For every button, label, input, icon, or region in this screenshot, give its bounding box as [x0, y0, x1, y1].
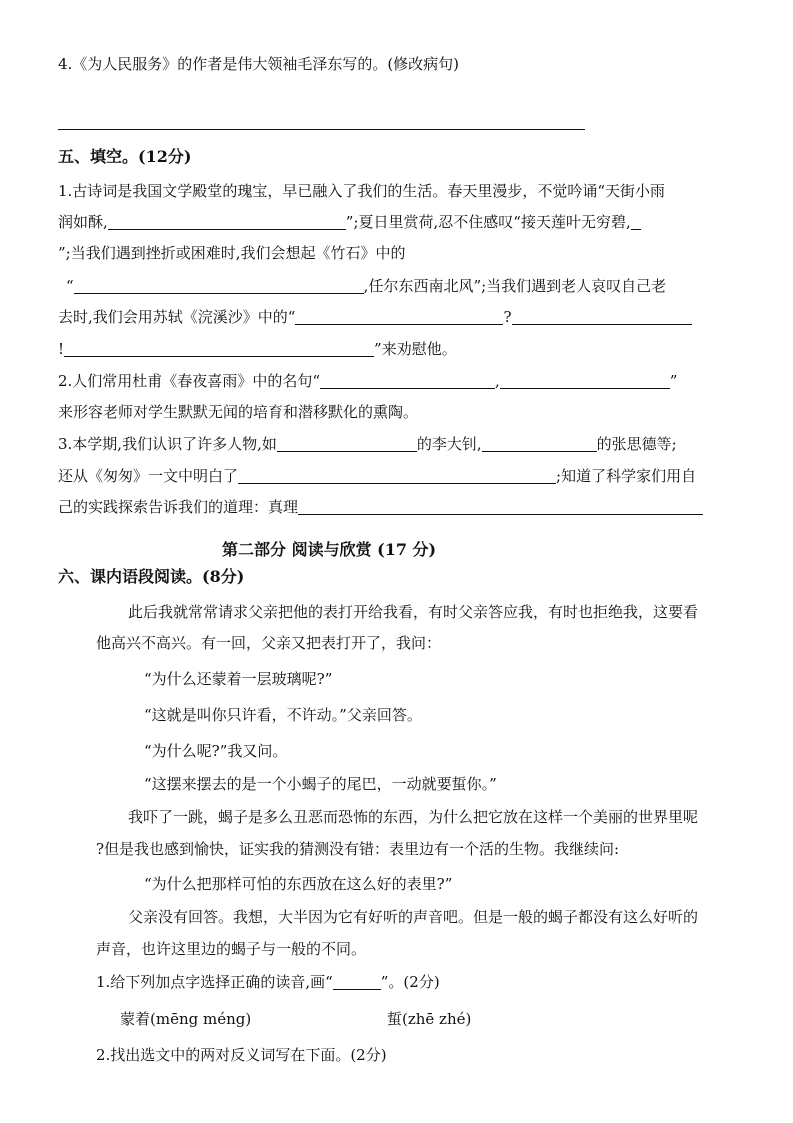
s5-q1-line4 — [66, 275, 666, 297]
text: 去时,我们会用苏轼《浣溪沙》中的“ — [58, 308, 296, 326]
fill-blank[interactable] — [74, 277, 364, 294]
passage-p2-line2: ?但是我也感到愉快，证实我的猜测没有错：表里边有一个活的生物。我继续问: — [96, 840, 620, 858]
text: ” — [669, 372, 678, 390]
section-6-title: 六、课内语段阅读。(8分) — [58, 567, 245, 586]
s5-q2-line2: 来形容老师对学生默默无闻的培育和潜移默化的熏陶。 — [58, 403, 419, 421]
fill-blank[interactable] — [295, 308, 503, 325]
text: 3.本学期,我们认识了许多人物,如 — [58, 435, 277, 453]
fill-blank[interactable] — [631, 213, 641, 230]
text: ”来劝慰他。 — [374, 340, 457, 358]
question-4: 4.《为人民服务》的作者是伟大领袖毛泽东写的。(修改病句) — [58, 55, 460, 73]
answer-line[interactable] — [58, 129, 585, 130]
fill-blank[interactable] — [108, 213, 346, 230]
s5-q3-line3 — [58, 496, 703, 518]
passage-p1-line2: 他高兴不高兴。有一回，父亲又把表打开了，我问： — [96, 634, 442, 652]
fill-blank[interactable] — [320, 372, 495, 389]
s5-q1-line5 — [58, 306, 692, 328]
dialogue-1: “为什么还蒙着一层玻璃呢?” — [144, 670, 333, 688]
text: 1.给下列加点字选择正确的读音,画“ — [96, 973, 333, 991]
s5-q1-line6 — [58, 338, 457, 360]
text: ”;夏日里赏荷,忍不住感叹“接天莲叶无穷碧, — [345, 213, 631, 231]
s6-q1-option-2: 蜇(zhē zhé) — [387, 1010, 472, 1028]
dialogue-4: “这摆来摆去的是一个小蝎子的尾巴，一动就要蜇你。” — [144, 775, 497, 793]
text: ;知道了科学家们用自 — [556, 467, 697, 485]
fill-blank[interactable] — [482, 435, 597, 452]
fill-blank[interactable] — [333, 973, 381, 990]
dialogue-5: “为什么把那样可怕的东西放在这么好的表里?” — [144, 875, 453, 893]
text: 的张思德等; — [596, 435, 677, 453]
passage-p3-line1: 父亲没有回答。我想，大半因为它有好听的声音吧。但是一般的蝎子都没有这么好听的 — [128, 908, 699, 926]
dialogue-3: “为什么呢?”我又问。 — [144, 742, 288, 760]
part-2-title: 第二部分 阅读与欣赏 (17 分) — [222, 540, 437, 559]
text: 还从《匆匆》一文中明白了 — [58, 467, 239, 485]
section-5-title: 五、填空。(12分) — [58, 147, 192, 166]
text: ? — [503, 308, 512, 326]
fill-blank[interactable] — [238, 467, 556, 484]
passage-p1-line1: 此后我就常常请求父亲把他的表打开给我看，有时父亲答应我，有时也拒绝我，这要看 — [128, 603, 699, 621]
passage-p2-line1: 我吓了一跳，蝎子是多么丑恶而恐怖的东西，为什么把它放在这样一个美丽的世界里呢 — [128, 808, 699, 826]
s6-q1-option-1: 蒙着(mēng méng) — [120, 1010, 252, 1028]
text: 2.人们常用杜甫《春夜喜雨》中的名句“ — [58, 372, 320, 390]
s5-q3-line1 — [58, 433, 677, 455]
passage-p3-line2: 声音，也许这里边的蝎子与一般的不同。 — [96, 940, 367, 958]
fill-blank[interactable] — [298, 498, 703, 515]
s5-q1-line1: 1.古诗词是我国文学殿堂的瑰宝，早已融入了我们的生活。春天里漫步，不觉吟诵“天街小雨 — [58, 182, 665, 200]
text: 润如酥, — [58, 213, 108, 231]
s6-q2: 2.找出选文中的两对反义词写在下面。(2分) — [96, 1046, 387, 1064]
text: ! — [58, 340, 65, 358]
text: ,任尔东西南北风”;当我们遇到老人哀叹自己老 — [363, 277, 667, 295]
text: 的李大钊, — [416, 435, 482, 453]
s5-q1-line2 — [58, 211, 641, 233]
s5-q3-line2 — [58, 465, 696, 487]
text: , — [494, 372, 500, 390]
s5-q2-line1 — [58, 370, 677, 392]
fill-blank[interactable] — [277, 435, 417, 452]
dialogue-2: “这就是叫你只许看，不许动。”父亲回答。 — [144, 706, 422, 724]
fill-blank[interactable] — [64, 340, 374, 357]
s6-q1 — [96, 971, 440, 993]
text: “ — [66, 277, 74, 295]
fill-blank[interactable] — [500, 372, 670, 389]
fill-blank[interactable] — [512, 308, 692, 325]
text: 己的实践探索告诉我们的道理：真理 — [58, 498, 299, 516]
s5-q1-line3: ”;当我们遇到挫折或困难时,我们会想起《竹石》中的 — [58, 244, 406, 262]
text: ”。(2分) — [380, 973, 440, 991]
